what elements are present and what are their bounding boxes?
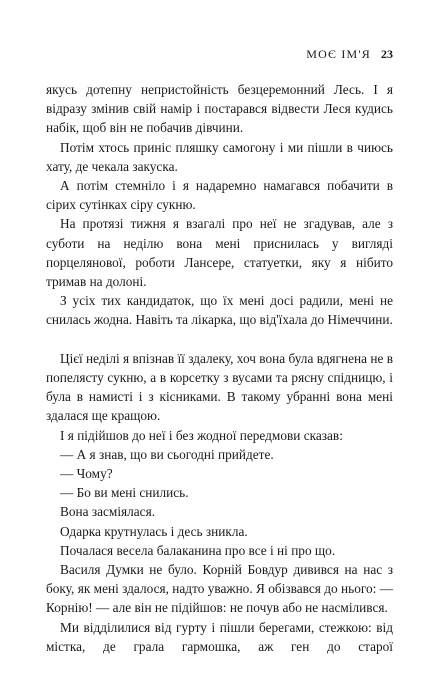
paragraph: Почалася весела балаканина про все і ні про що. bbox=[60, 542, 336, 558]
paragraph: якусь дотепну непристойність безцеремонний Лесь. І я відразу змінив свій намір і постарався відвести Леся кудись набік, щоб він не побачив дівчини. bbox=[46, 82, 393, 136]
paragraph: Одарка крутнулась і десь зникла. bbox=[60, 523, 248, 539]
paragraph: Вона засміялася. bbox=[60, 504, 156, 520]
body-text bbox=[46, 80, 393, 656]
chapter-title: МОЄ ІМ'Я bbox=[306, 47, 371, 61]
dialogue-line: — Чому? bbox=[60, 466, 113, 482]
page-number: 23 bbox=[381, 47, 393, 61]
paragraph: А потім стемніло і я надаремно намагався побачити в сірих сутінках сіру сукню. bbox=[46, 178, 393, 213]
paragraph: Василя Думки не було. Корній Бовдур дивився на нас з боку, як мені здалося, надто уважно. Я обізвався до нього: — Корнію! — але він не підійшов: не почув або не насмілився. bbox=[46, 562, 393, 616]
dialogue-line: — Бо ви мені снились. bbox=[60, 485, 189, 501]
paragraph: Потім хтось приніс пляшку самогону і ми пішли в чиюсь хату, де чекала закуска. bbox=[46, 139, 393, 174]
paragraph: Ми відділилися від гурту і пішли берегами, стежкою: від містка, де грала гармошка, аж ген до старої bbox=[46, 619, 393, 654]
running-head bbox=[306, 47, 393, 62]
paragraph: І я підійшов до неї і без жодної передмови сказав: bbox=[60, 427, 343, 443]
paragraph: З усіх тих кандидаток, що їх мені досі радили, мені не снилась жодна. Навіть та лікарка, що від'їхала до Німеччини. bbox=[46, 293, 393, 328]
dialogue-line: — А я знав, що ви сьогодні прийдете. bbox=[60, 446, 274, 462]
paragraph: Цієї неділі я впізнав її здалеку, хоч вона була вдягнена не в попелясту сукню, а в корсетку з вусами та рясну спідницю, і була в намисті і з кісниками. В такому убранні вона мені здалася ще кращою. bbox=[46, 350, 393, 424]
paragraph: На протязі тижня я взагалі про неї не згадував, але з суботи на неділю вона мені приснилась у вигляді порцелянової, роботи Лансере, статуетки, яку я нібито тримав на долоні. bbox=[46, 216, 393, 290]
